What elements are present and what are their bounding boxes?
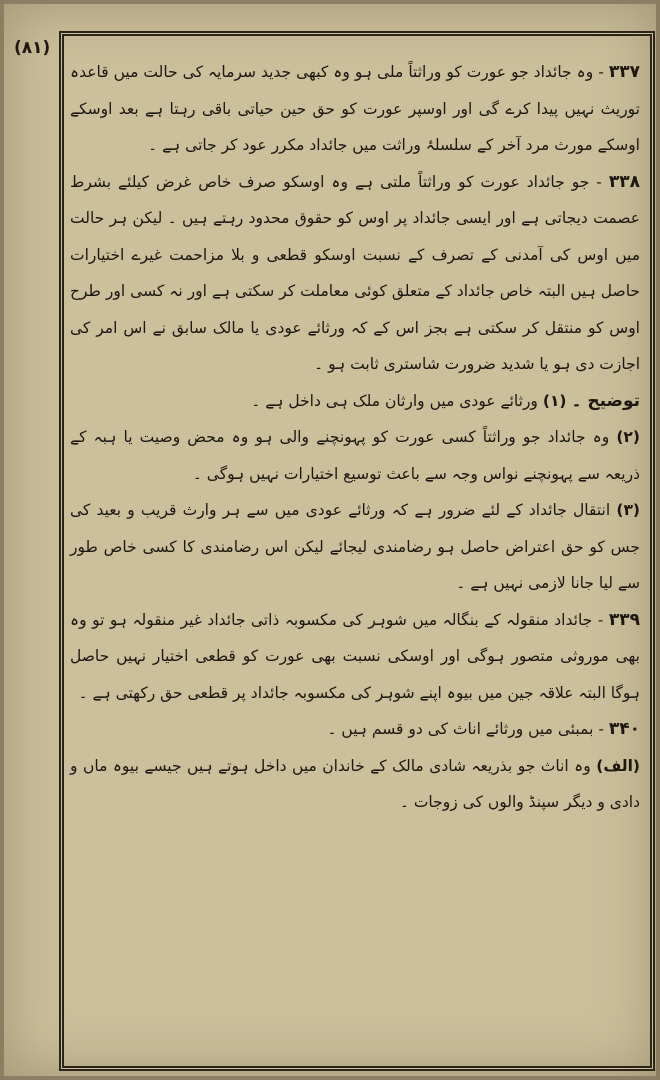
section-text: وہ جائداد جو عورت کو وراثتاً ملی ہو وہ کبھی جدید سرمایہ کی حالت میں قاعدہ توریث نہیں پیدا کرے گی اور اوسپر عورت کو حق حین حیاتی باقی رہتا ہے بعد اوسکے اوسکے مورث مرد آخر کے سلسلۂ وراثت میں جائداد مکرر عود کر جاتی ہے ۔	[70, 63, 640, 154]
section-text: جائداد منقولہ کے بنگالہ میں شوہر کی مکسوبہ ذاتی جائداد غیر منقولہ ہو تو وہ بھی موروثی متصور ہوگی اور اوسکی نسبت بھی عورت کو قطعی اختیار نہیں حاصل ہوگا البتہ علاقہ جین میں بیوہ اپنے شوہر کی مکسوبہ جائداد پر قطعی حق رکھتی ہے ۔	[70, 610, 640, 702]
scanned-page	[4, 4, 656, 1076]
explanation-item-2	[70, 419, 640, 492]
explanation-item-1	[70, 383, 640, 420]
page-content	[70, 54, 640, 821]
explanation-item-3	[70, 492, 640, 602]
item-text: انتقال جائداد کے لئے ضرور ہے کہ ورثائے عودی میں سے ہر وارث قریب و بعید کی جس کو حق اعتراض حاصل ہو رضامندی لیجائے لیکن اس رضامندی کا کسی خاص طور سے لیا جانا لازمی نہیں ہے ۔	[70, 501, 640, 592]
item-text: وہ اناث جو بذریعہ شادی مالک کے خاندان میں داخل ہوتے ہیں جیسے بیوہ ماں و دادی و دیگر سپنڈ والوں کی زوجات ۔	[70, 756, 640, 811]
section-number: ۳۳۸	[608, 171, 640, 192]
item-label: (۱)	[542, 391, 567, 410]
section-text: بمبئی میں ورثائے اناث کی دو قسم ہیں ۔	[327, 720, 594, 738]
item-label: (۲)	[616, 428, 640, 446]
page-number: (۸۱)	[14, 38, 51, 58]
section-337: ۳۳۷ - وہ جائداد جو عورت کو وراثتاً ملی ہو وہ کبھی جدید سرمایہ کی حالت میں قاعدہ توریث نہیں پیدا کرے گی اور اوسپر عورت کو حق حین حیاتی باقی رہتا ہے بعد اوسکے اوسکے مورث مرد آخر کے سلسلۂ وراثت میں جائداد مکرر عود کر جاتی ہے ۔	[70, 62, 640, 154]
section-339: ۳۳۹ - جائداد منقولہ کے بنگالہ میں شوہر کی مکسوبہ ذاتی جائداد غیر منقولہ ہو تو وہ بھی موروثی متصور ہوگی اور اوسکی نسبت بھی عورت کو قطعی اختیار نہیں حاصل ہوگا البتہ علاقہ جین میں بیوہ اپنے شوہر کی مکسوبہ جائداد پر قطعی حق رکھتی ہے ۔	[70, 609, 640, 702]
section-340-alef	[70, 748, 640, 821]
section-338: ۳۳۸ - جو جائداد عورت کو وراثتاً ملتی ہے وہ اوسکو صرف خاص غرض کیلئے بشرط عصمت دیجاتی ہے اور ایسی جائداد پر اوس کو حقوق محدود رہتے ہیں ۔ لیکن ہر حالت میں اوس کی آمدنی کے تصرف کے نسبت اوسکو قطعی و بلا مزاحمت غیرے اختیارات حاصل ہیں البتہ خاص جائداد کے متعلق کوئی معاملت کر سکتی ہے اور نہ کسی اور طرح اوس کو منتقل کر سکتی ہے بجز اس کے کہ ورثائے عودی یا مالک سابق نے اس امر کی اجازت دی ہو یا شدید ضرورت شاستری ثابت ہو ۔	[70, 171, 640, 373]
section-text: جو جائداد عورت کو وراثتاً ملتی ہے وہ اوسکو صرف خاص غرض کیلئے بشرط عصمت دیجاتی ہے اور ایسی جائداد پر اوس کو حقوق محدود رہتے ہیں ۔ لیکن ہر حالت میں اوس کی آمدنی کے تصرف کے نسبت اوسکو قطعی و بلا مزاحمت غیرے اختیارات حاصل ہیں البتہ خاص جائداد کے متعلق کوئی معاملت کر سکتی ہے اور نہ کسی اور طرح اوس کو منتقل کر سکتی ہے بجز اس کے کہ ورثائے عودی یا مالک سابق نے اس امر کی اجازت دی ہو یا شدید ضرورت شاستری ثابت ہو ۔	[70, 172, 640, 373]
section-number: ۳۳۷	[608, 62, 640, 82]
explanation-heading: توضیح ۔	[571, 390, 640, 411]
item-label: (۳)	[616, 501, 640, 519]
item-text: ورثائے عودی میں وارثان ملک ہی داخل ہے ۔	[251, 391, 538, 410]
section-number: ۳۳۹	[608, 609, 640, 630]
section-number: ۳۴۰	[608, 719, 640, 739]
item-label: (الف)	[596, 756, 640, 775]
item-text: وہ جائداد جو وراثتاً کسی عورت کو پہونچنے والی ہو وہ محض وصیت یا ہبہ کے ذریعہ سے پہونچنے نواس وجہ سے باعث توسیع اختیارات نہیں ہوگی ۔	[70, 428, 640, 483]
section-340: ۳۴۰ - بمبئی میں ورثائے اناث کی دو قسم ہیں ۔	[327, 719, 640, 739]
